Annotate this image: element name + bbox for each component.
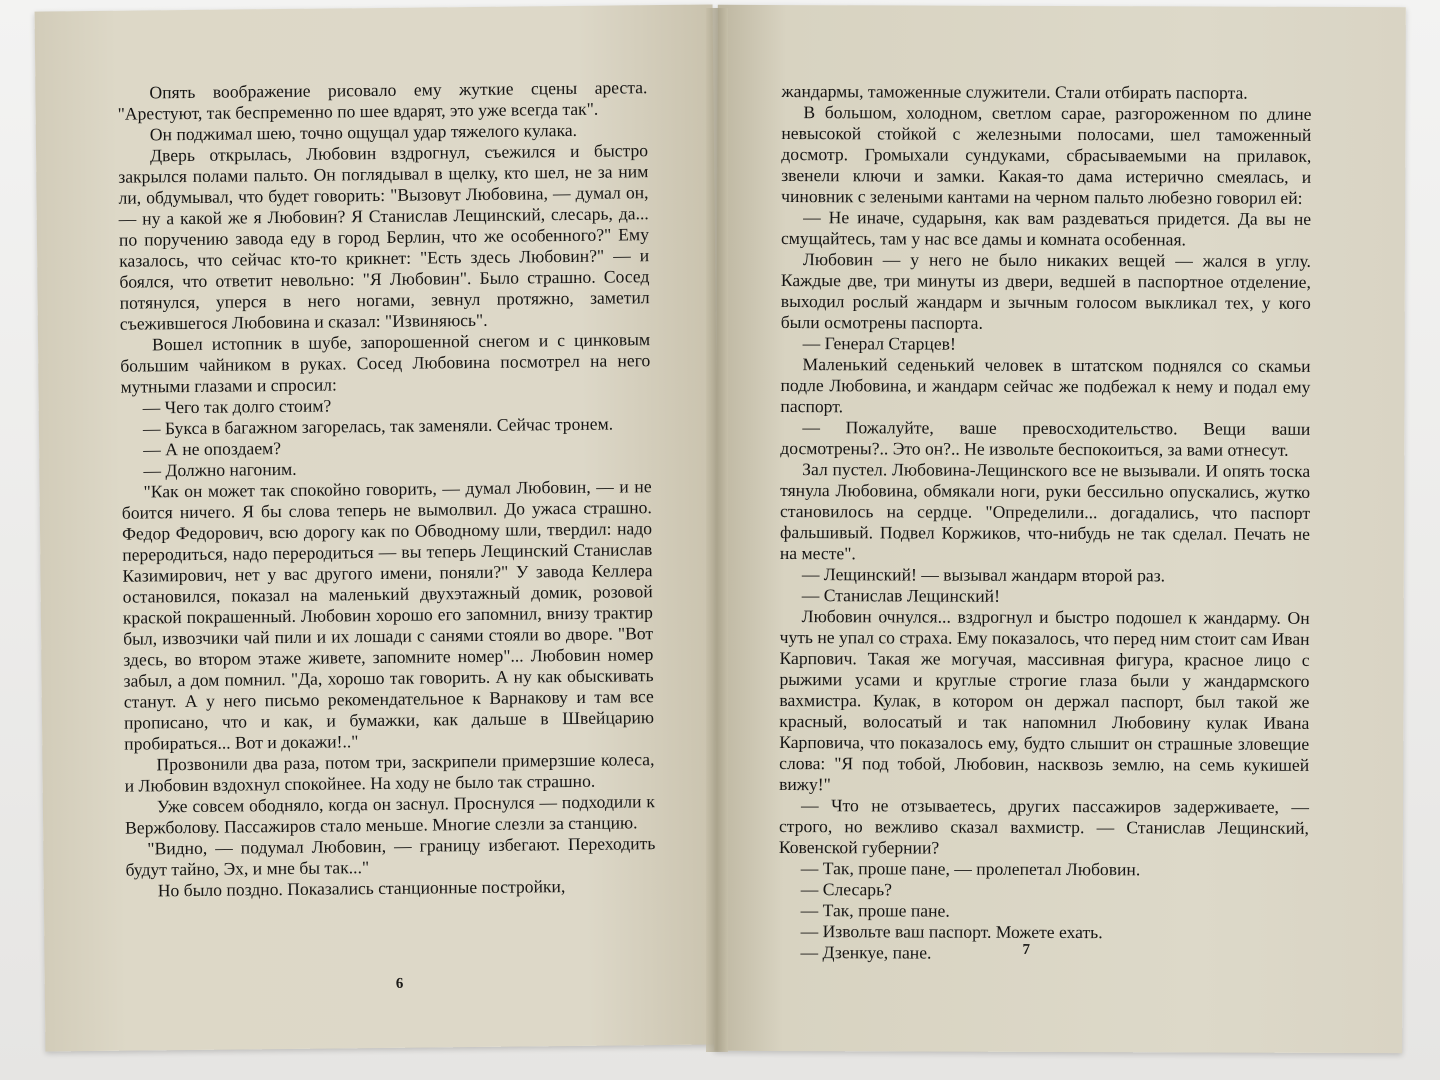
paragraph: Любовин очнулся... вздрогнул и быстро подошел к жандарму. Он чуть не упал со страха. Ему показалось, что перед ним стоит сам Иван Карпович. Такая же могучая, массивная фигура, красное лицо с рыжими усами и круглые строгие глаза были у жандармского вахмистра. Кулак, в котором он держал паспорт, был такой же красный, волосатый и так напомнил Любовину кулак Ивана Карповича, что показалось ему, будто слышит он страшные зловещие слова: "Я под тобой, Любовин, насквозь землю, на семь кукишей вижу!"	[779, 606, 1310, 795]
dialogue-line: — Так, проше пане.	[800, 900, 950, 921]
dialogue-line: — А не опоздаем?	[143, 438, 282, 460]
dialogue-line: — Извольте ваш паспорт. Можете ехать.	[800, 921, 1103, 943]
paragraph: Опять воображение рисовало ему жуткие сцены ареста. "Арестуют, так беспременно по шее вдарят, это уже всегда так".	[117, 77, 648, 124]
page-number: 7	[1022, 941, 1031, 958]
page-number: 6	[395, 975, 404, 992]
book-spine-gutter	[706, 8, 728, 1052]
dialogue-line: — Дзенкуе, пане.	[800, 942, 932, 963]
dialogue-line: — Генерал Старцев!	[802, 333, 956, 354]
paragraph: Зал пустел. Любовина-Лещинского все не вызывали. И опять тоска тянула Любовина, обмякали ноги, руки бессильно опускались, жутко становилось на сердце. "Определили... догадались, что паспорт фальшивый. Подвел Коржиков, что-нибудь не так сделал. Печать не на месте".	[779, 459, 1311, 564]
dialogue-line: — Не иначе, сударыня, как вам раздеваться придется. Да вы не смущайтесь, там у нас все дамы и комната особенная.	[780, 207, 1312, 250]
paragraph: Но было поздно. Показались станционные постройки,	[157, 876, 566, 901]
paragraph: Прозвонили два раза, потом три, заскрипели примерзшие колеса, и Любовин вздохнул спокойнее. На ходу не было так страшно.	[124, 749, 655, 796]
dialogue-line: — Букса в багажном загорелась, так заменяли. Сейчас тронем.	[142, 413, 614, 439]
paragraph: "Как он может так спокойно говорить, — думал Любовин, — и не боится ничего. Я бы слова теперь не вымолвил. До ужаса страшно. Федор Федорович, всю дорогу как по Обводному шли, твердил: надо переродиться, надо переродиться — вы теперь Лещинский Станислав Казимирович, нет у вас другого имени, поняли?" У завода Келлера остановился, показал на маленький двухэтажный домик, розовой краской покрашенный. Любовин хорошо его запомнил, внизу трактир был, извозчики чай пили и их лошади с санями стояли во дворе. "Вот здесь, во втором этаже живете, запомните номер"... Любовин номер забыл, а дом помнил. "Да, хорошо так говорить. А ну как обыскивать станут. А у него письмо рекомендательное к Варнакову и там все прописано, что и как, и бумажки, как дальше в Швейцарию пробираться... Вот и докажи!.."	[121, 476, 655, 754]
paragraph: "Видно, — подумал Любовин, — границу избегают. Переходить будут тайно, Эх, и мне бы так..."	[125, 833, 656, 880]
paragraph: Маленький седенький человек в штатском поднялся со скамьи подле Любовина, и жандарм сейчас же подбежал к нему и подал ему паспорт.	[780, 354, 1311, 417]
right-page	[714, 5, 1406, 1053]
paragraph: Любовин — у него не было никаких вещей — жался в углу. Каждые две, три минуты из двери, ведшей в паспортное отделение, выходил рослый жандарм и зычным голосом выкликал тех, у кого были осмотрены паспорта.	[780, 249, 1311, 333]
paragraph: Дверь открылась, Любовин вздрогнул, съежился и быстро закрылся полами пальто. Он поглядывал в щелку, кто шел, не за ним ли, обдумывал, что будет говорить: "Вызовут Любовина, — думал он, — ну а какой же я Любовин? Я Станислав Лещинский, слесарь, да... по поручению завода еду в город Берлин, что же особенного?" Ему казалось, что сейчас кто-то крикнет: "Есть здесь Любовин?" — и боялся, что ответит невольно: "Я Любовин". Было страшно. Сосед потянулся, уперся в него ногами, зевнул протяжно, заметил съежившегося Любовина и сказал: "Извиняюсь".	[118, 140, 650, 334]
left-page-text	[117, 77, 656, 902]
paragraph: Он поджимал шею, точно ощущал удар тяжелого кулака.	[149, 119, 578, 145]
dialogue-line: — Станислав Лещинский!	[801, 585, 1000, 606]
dialogue-line: — Так, проше пане, — пролепетал Любовин.	[800, 858, 1141, 880]
paragraph: Уже совсем ободняло, когда он заснул. Проснулся — подходили к Вержболову. Пассажиров стало меньше. Многие слезли за станцию.	[125, 791, 655, 838]
dialogue-line: — Должно нагоним.	[143, 458, 297, 481]
dialogue-line: — Лещинский! — вызывал жандарм второй раз.	[801, 564, 1166, 586]
paragraph: В большом, холодном, светлом сарае, разгороженном по длине невысокой стойкой с железными полосами, шел таможенный досмотр. Громыхали сундуками, сбрасываемыми на прилавок, звенели ключи и замки. Какая-то дама истерично смеялась, и чиновник с зелеными кантами на черном пальто любезно говорил ей:	[781, 102, 1312, 208]
dialogue-line: — Пожалуйте, ваше превосходительство. Вещи ваши досмотрены?.. Это он?.. Не извольте беспокоиться, за вами отнесут.	[780, 417, 1311, 460]
dialogue-line: — Чего так долго стоим?	[142, 395, 332, 418]
paragraph: жандармы, таможенные служители. Стали отбирать паспорта.	[781, 81, 1248, 103]
dialogue-line: — Что не отзываетесь, других пассажиров задерживаете, — строго, но вежливо сказал вахмистр. — Станислав Лещинский, Ковенской губернии?	[778, 795, 1310, 858]
right-page-text	[778, 81, 1311, 965]
paragraph: Вошел истопник в шубе, запорошенной снегом и с цинковым большим чайником в руках. Сосед Любовина посмотрел на него мутными глазами и спросил:	[120, 329, 651, 397]
left-page	[35, 4, 724, 1051]
dialogue-line: — Слесарь?	[800, 879, 892, 900]
